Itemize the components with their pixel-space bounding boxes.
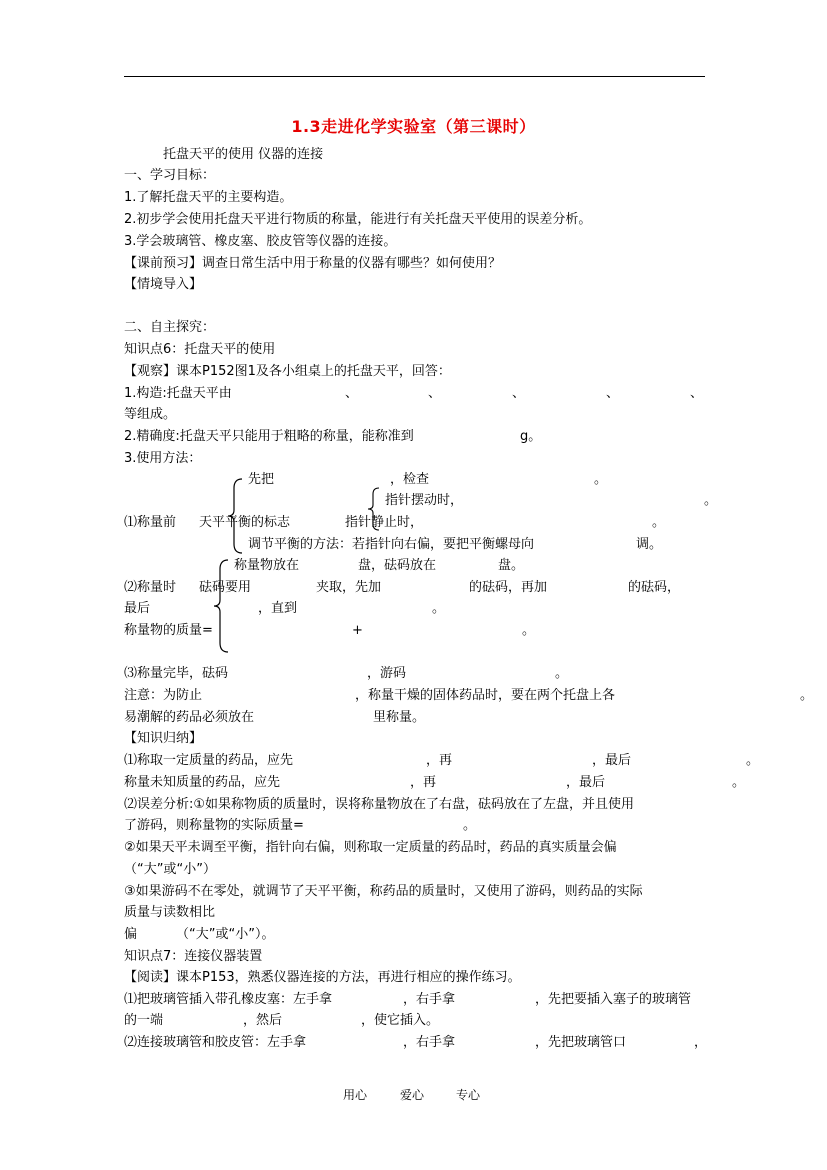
error-analysis-1: ⑵误差分析:①如果称物质的质量时，误将称量物放在了右盘，砝码放在了左盘，并且使用: [124, 797, 635, 812]
section-heading: 一、学习目标：: [124, 168, 216, 183]
footer-text-1: 用心: [343, 1088, 368, 1102]
period: 。: [732, 775, 746, 790]
summary-2c: ，最后: [566, 775, 606, 790]
objective-1: 1.了解托盘天平的主要构造。: [124, 190, 293, 205]
section-heading: 二、自主探究：: [124, 320, 216, 335]
summary-heading: 【知识归纳】: [124, 731, 203, 746]
before-weighing-label: ⑴称量前: [124, 515, 177, 530]
balance-sign-1: 指针摆动时，: [385, 493, 464, 508]
during-step-2b: 夹取，先加: [316, 580, 382, 595]
error-analysis-2: ②如果天平未调至平衡，指针向右偏，则称取一定质量的药品时，药品的真实质量会偏: [124, 840, 617, 855]
during-step-3b: ，直到: [258, 601, 298, 616]
summary-1c: ，最后: [592, 753, 632, 768]
connect-step-2b: ，右手拿: [403, 1035, 456, 1050]
error-analysis-3d: （“大”或“小”）。: [176, 927, 275, 942]
error-analysis-1b: 了游码，则称量物的实际质量=: [124, 818, 304, 833]
error-analysis-3b: 质量与读数相比: [124, 905, 216, 920]
objective-2: 2.初步学会使用托盘天平进行物质的称量，能进行有关托盘天平使用的误差分析。: [124, 212, 592, 227]
method-heading: 3.使用方法：: [124, 451, 202, 466]
adjust-method: 调节平衡的方法：若指针向右偏，要把平衡螺母向: [248, 537, 535, 552]
page-title: 1.3走进化学实验室（第三课时）: [291, 117, 536, 136]
connect-step-2: ⑵连接玻璃管和胶皮管：左手拿: [124, 1035, 307, 1050]
period: 。: [652, 515, 666, 530]
during-step-1: 称量物放在: [234, 558, 300, 573]
during-step-2d: 的砝码，: [628, 580, 681, 595]
separator: 、: [428, 386, 442, 401]
error-analysis-3c: 偏: [124, 927, 138, 942]
balance-sign-2: 指针静止时，: [345, 515, 424, 530]
read-line: 【阅读】课本P153，熟悉仪器连接的方法，再进行相应的操作练习。: [124, 970, 521, 985]
connect-step-1: ⑴把玻璃管插入带孔橡皮塞：左手拿: [124, 992, 333, 1007]
precision-unit: g。: [520, 429, 542, 444]
period: 。: [594, 472, 608, 487]
during-step-1c: 盘。: [498, 558, 525, 573]
separator: 、: [606, 386, 620, 401]
deliquescent-line-b: 里称量。: [373, 710, 426, 725]
before-step-1b: ，检查: [390, 472, 430, 487]
period: 。: [463, 818, 477, 833]
period: 。: [800, 688, 814, 703]
brace-during-weighing: [212, 559, 234, 653]
objective-3: 3.学会玻璃管、橡皮塞、胶皮管等仪器的连接。: [124, 234, 397, 249]
structure-line-end: 等组成。: [124, 407, 177, 422]
knowledge-point-heading: 知识点7：连接仪器装置: [124, 949, 263, 964]
summary-2: 称量未知质量的药品，应先: [124, 775, 281, 790]
summary-1: ⑴称取一定质量的药品，应先: [124, 753, 294, 768]
after-weighing: ⑶称量完毕，砝码: [124, 666, 229, 681]
during-step-2c: 的砝码，再加: [469, 580, 548, 595]
summary-2b: ，再: [410, 775, 437, 790]
plus-sign: +: [352, 623, 363, 638]
during-step-3: 最后: [124, 601, 151, 616]
error-analysis-2b: （“大”或“小”）: [124, 862, 216, 877]
observe-line: 【观察】课本P152图1及各小组桌上的托盘天平，回答：: [124, 364, 451, 379]
before-step-1: 先把: [248, 472, 275, 487]
mass-formula: 称量物的质量=: [124, 623, 213, 638]
structure-line: 1.构造:托盘天平由: [124, 386, 232, 401]
separator: 、: [690, 386, 704, 401]
during-step-2: 砝码要用: [199, 580, 252, 595]
after-weighing-b: ，游码: [367, 666, 407, 681]
separator: 、: [512, 386, 526, 401]
deliquescent-line: 易潮解的药品必须放在: [124, 710, 255, 725]
during-step-1b: 盘，砝码放在: [358, 558, 437, 573]
note-line-b: ，称量干燥的固体药品时，要在两个托盘上各: [355, 688, 616, 703]
preview-line: 【课前预习】调查日常生活中用于称量的仪器有哪些？如何使用？: [124, 256, 502, 271]
period: 。: [522, 623, 536, 638]
period: 。: [746, 753, 760, 768]
connect-step-1c: ，先把要插入塞子的玻璃管: [535, 992, 692, 1007]
period: 。: [704, 493, 718, 508]
summary-1b: ，再: [426, 753, 453, 768]
note-line: 注意：为防止: [124, 688, 203, 703]
period: 。: [432, 601, 446, 616]
footer-text-3: 专心: [456, 1088, 481, 1102]
balance-sign-label: 天平平衡的标志: [199, 515, 291, 530]
connect-step-2c: ，先把玻璃管口: [535, 1035, 627, 1050]
period: 。: [555, 666, 569, 681]
error-analysis-3: ③如果游码不在零处，就调节了天平平衡，称药品的质量时，又使用了游码，则药品的实际: [124, 884, 643, 899]
knowledge-point-heading: 知识点6：托盘天平的使用: [124, 342, 276, 357]
comma: ，: [694, 1035, 708, 1050]
during-weighing-label: ⑵称量时: [124, 580, 177, 595]
separator: 、: [345, 386, 359, 401]
intro-line: 【情境导入】: [124, 277, 203, 292]
footer-text-2: 爱心: [400, 1088, 425, 1102]
header-rule: [124, 76, 705, 77]
precision-line: 2.精确度:托盘天平只能用于粗略的称量，能称准到: [124, 429, 414, 444]
connect-step-1b: ，右手拿: [403, 992, 456, 1007]
subtitle: 托盘天平的使用 仪器的连接: [163, 147, 324, 162]
connect-step-1e: ，然后: [243, 1013, 283, 1028]
adjust-method-end: 调。: [636, 537, 663, 552]
connect-step-1d: 的一端: [124, 1013, 164, 1028]
connect-step-1f: ，使它插入。: [361, 1013, 440, 1028]
